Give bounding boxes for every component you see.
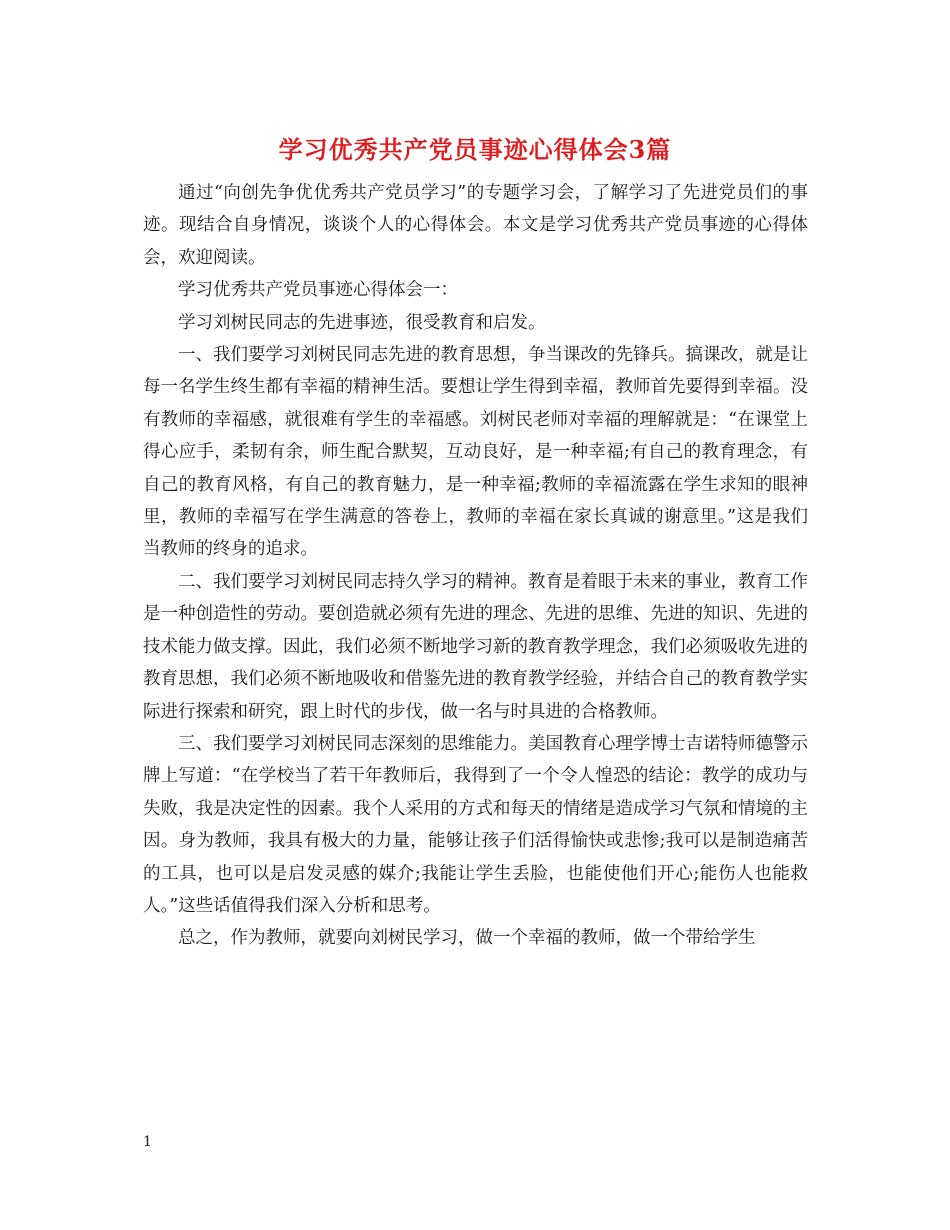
paragraph-intro: 通过“向创先争优优秀共产党员学习”的专题学习会，了解学习了先进党员们的事迹。现结合自身情况，谈谈个人的心得体会。本文是学习优秀共产党员事迹的心得体会，欢迎阅读。 bbox=[143, 183, 808, 268]
document-title: 学习优秀共产党员事迹心得体会3篇 bbox=[278, 135, 672, 164]
paragraph-point-three: 三、我们要学习刘树民同志深刻的思维能力。美国教育心理学博士吉诺特师德警示牌上写道：“在学校当了若干年教师后，我得到了一个令人惶恐的结论：教学的成功与失败，我是决定性的因素。我个人采用的方式和每天的情绪是造成学习气氛和情境的主因。身为教师，我具有极大的力量，能够让孩子们活得愉快或悲惨;我可以是制造痛苦的工具，也可以是启发灵感的媒介;我能让学生丢脸，也能使他们开心;能伤人也能救人。”这些话值得我们深入分析和思考。 bbox=[143, 733, 808, 916]
paragraph-opening: 学习刘树民同志的先进事迹，很受教育和启发。 bbox=[178, 312, 546, 333]
paragraph-point-two: 二、我们要学习刘树民同志持久学习的精神。教育是着眼于未来的事业，教育工作是一种创造性的劳动。要创造就必须有先进的理念、先进的思维、先进的知识、先进的技术能力做支撑。因此，我们必须不断地学习新的教育教学理念，我们必须吸收先进的教育思想，我们必须不断地吸收和借鉴先进的教育教学经验，并结合自己的教育教学实际进行探索和研究，跟上时代的步伐，做一名与时具进的合格教师。 bbox=[143, 571, 808, 722]
page-number: 1 bbox=[143, 1134, 152, 1150]
paragraph-point-one: 一、我们要学习刘树民同志先进的教育思想，争当课改的先锋兵。搞课改，就是让每一名学生终生都有幸福的精神生活。要想让学生得到幸福，教师首先要得到幸福。没有教师的幸福感，就很难有学生的幸福感。刘树民老师对幸福的理解就是：“在课堂上得心应手，柔韧有余，师生配合默契，互动良好，是一种幸福;有自己的教育理念，有自己的教育风格，有自己的教育魅力，是一种幸福;教师的幸福流露在学生求知的眼神里，教师的幸福写在学生满意的答卷上，教师的幸福在家长真诚的谢意里。”这是我们当教师的终身的追求。 bbox=[143, 345, 808, 560]
document-body bbox=[143, 177, 808, 955]
paragraph-conclusion: 总之，作为教师，就要向刘树民学习，做一个幸福的教师，做一个带给学生 bbox=[178, 928, 756, 949]
paragraph-section-heading: 学习优秀共产党员事迹心得体会一： bbox=[178, 280, 458, 301]
